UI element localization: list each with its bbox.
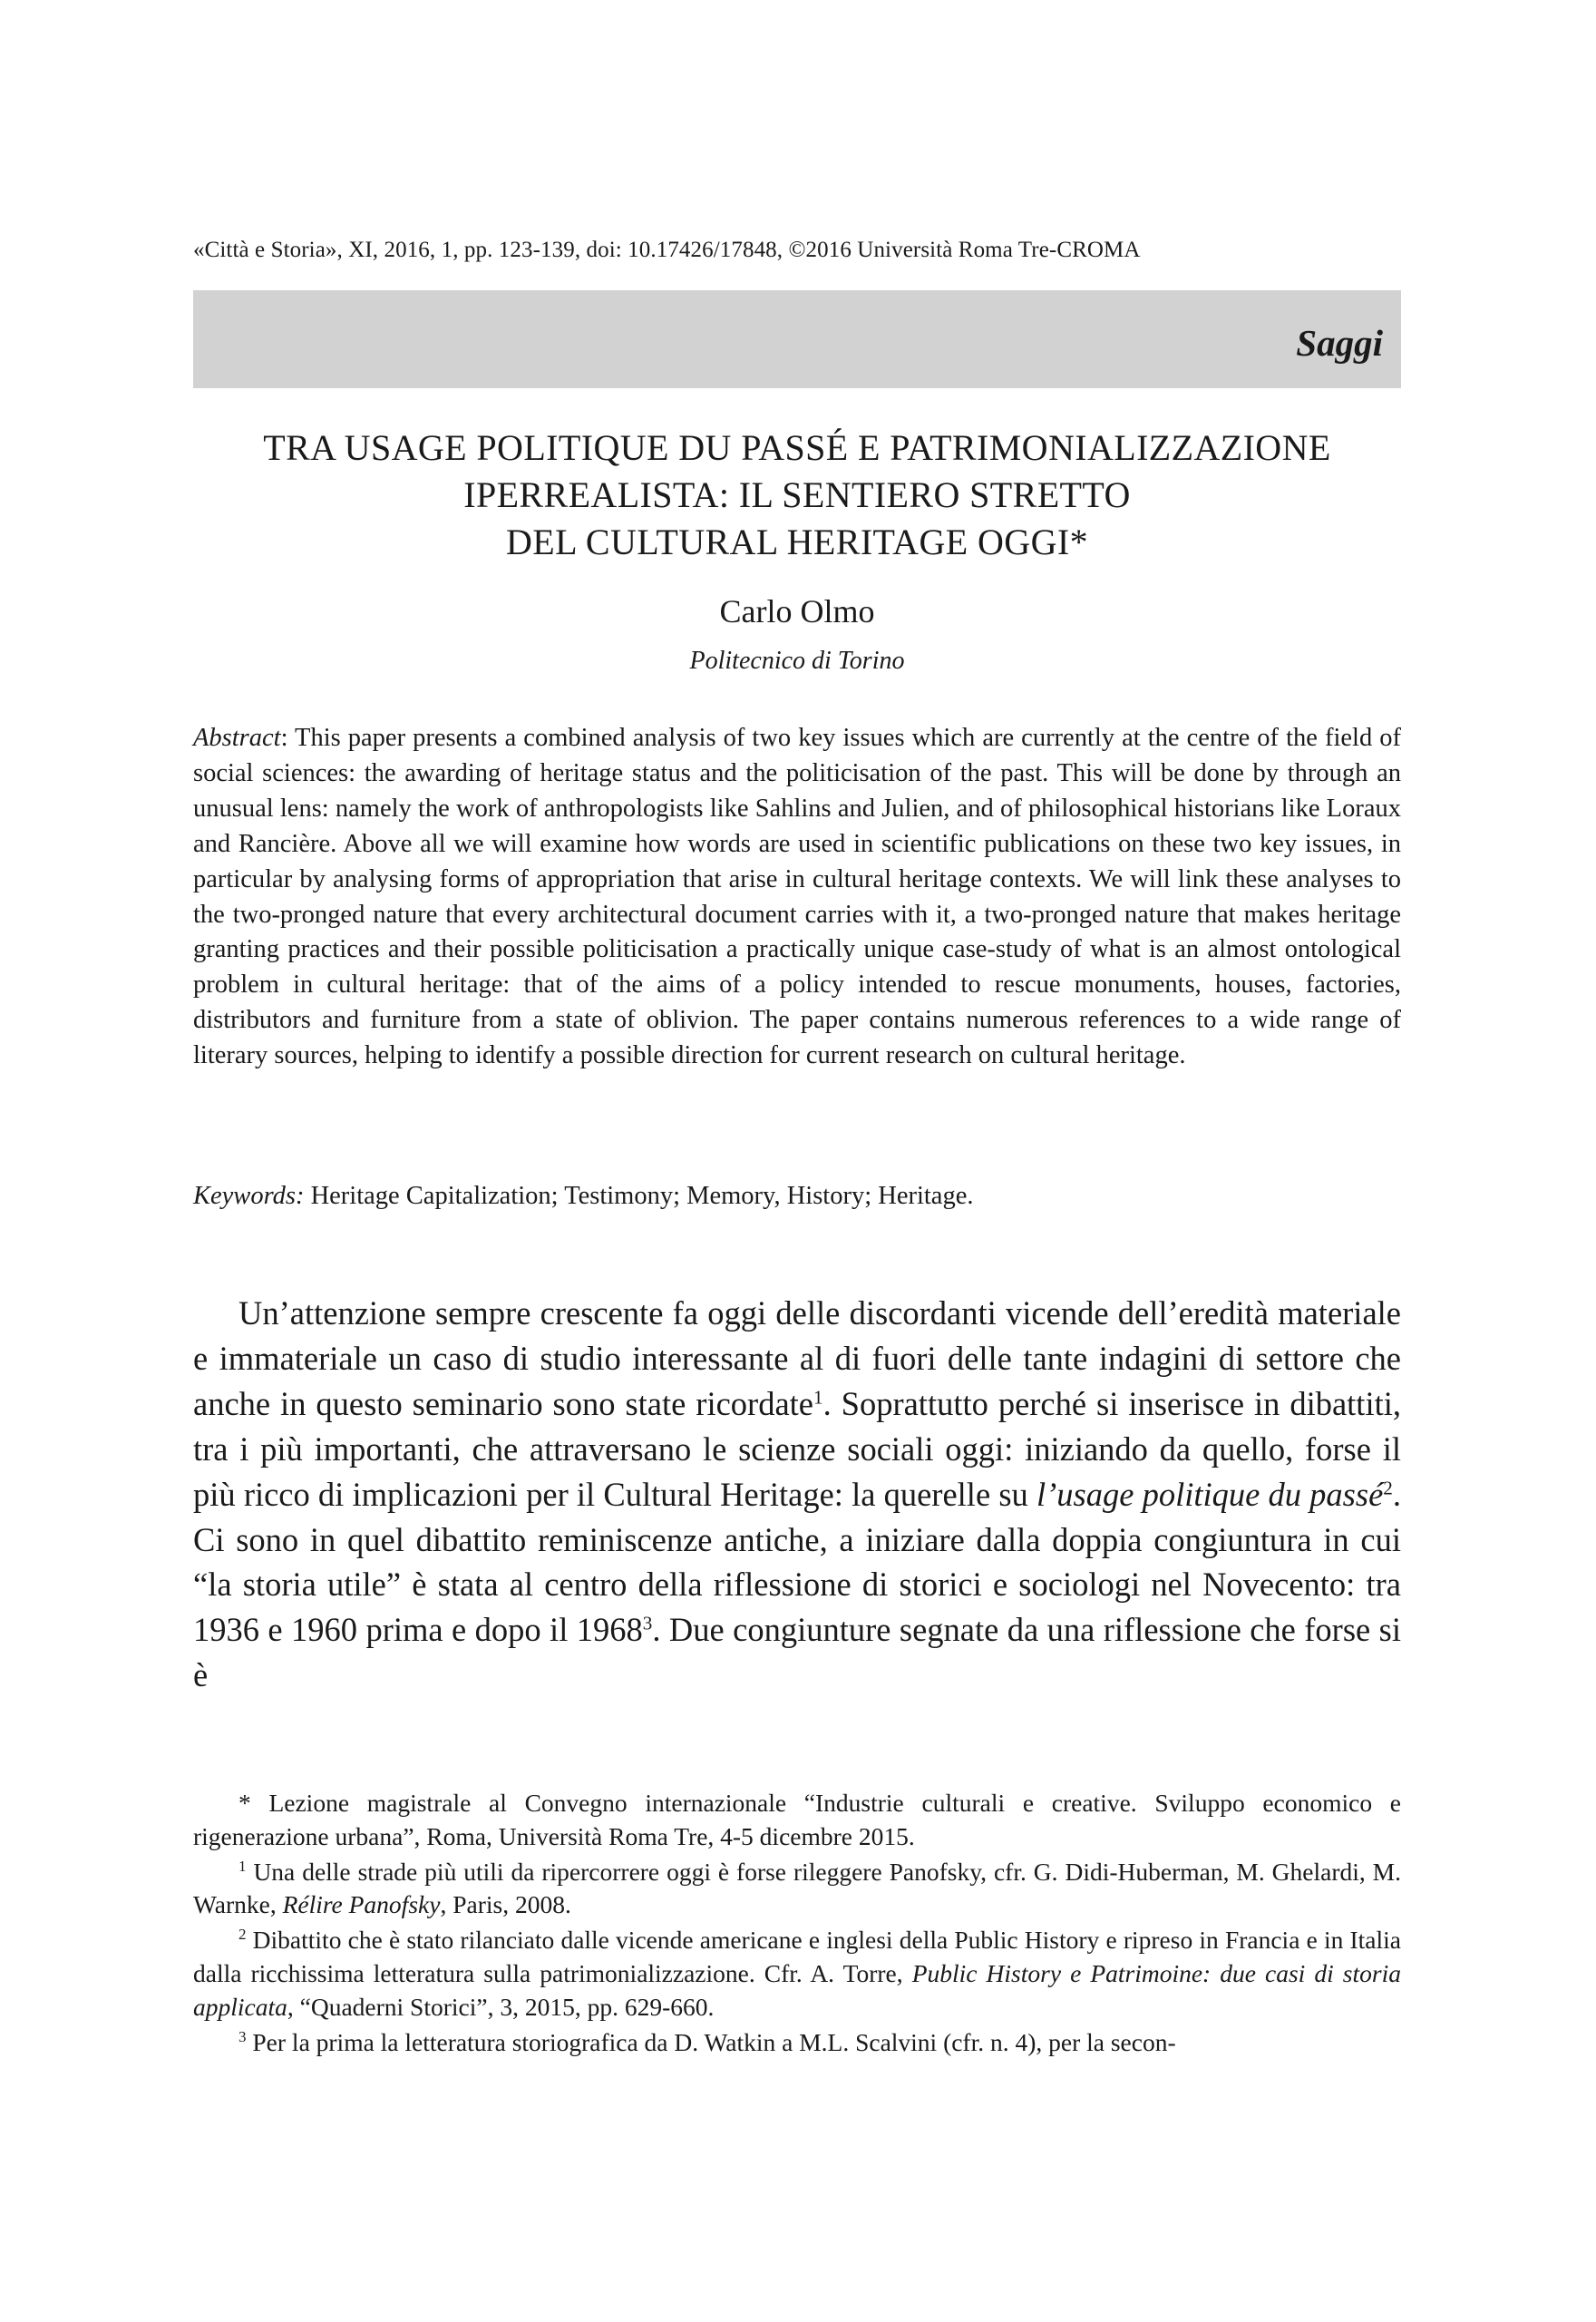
title-line: DEL CULTURAL HERITAGE OGGI* — [506, 522, 1088, 562]
footnote-mark: 1 — [238, 1857, 247, 1875]
footnote-ref[interactable]: 1 — [813, 1386, 823, 1409]
running-head: «Città e Storia», XI, 2016, 1, pp. 123-139, doi: 10.17426/17848, ©2016 Università Roma Tre-CROMA — [193, 238, 1141, 262]
body-text-run: . Soprattutto perché si inserisce in dibattiti, tra i più importanti, che attraversano le scienze sociali oggi: iniziando da quello, forse il più ricco di implicazioni per il Cultural Heritage: la querelle su — [193, 1384, 1401, 1513]
footnote-1 — [193, 1856, 1401, 1923]
title-line: TRA USAGE POLITIQUE DU PASSÉ E PATRIMONIALIZZAZIONE — [263, 427, 1331, 468]
abstract-text: : This paper presents a combined analysis of two key issues which are currently at the centre of the field of social sciences: the awarding of heritage status and the politicisation of the past. This will be done by through an unusual lens: namely the work of anthropologists like Sahlins and Julien, and of philosophical historians like Loraux and Rancière. Above all we will examine how words are used in scientific publications on these two key issues, in particular by analysing forms of appropriation that arise in cultural heritage contexts. We will link these analyses to the two-pronged nature that every architectural document carries with it, a two-pronged nature that makes heritage granting practices and their possible politicisation a practically unique case-study of what is an almost ontological problem in cultural heritage: that of the aims of a policy intended to rescue monuments, houses, factories, distributors and furniture from a state of oblivion. The paper contains numerous references to a wide range of literary sources, helping to identify a possible direction for current research on cultural heritage. — [193, 724, 1401, 1070]
body-paragraph — [193, 1291, 1401, 1698]
keywords — [193, 1179, 1401, 1214]
footnote-text: , Paris, 2008. — [440, 1890, 571, 1919]
body-text-run: . Due congiunture segnate da una riflessione che forse si è — [193, 1611, 1401, 1694]
footnote-star: * Lezione magistrale al Convegno internazionale “Industrie culturali e creative. Sviluppo economico e rigenerazione urbana”, Roma, Università Roma Tre, 4-5 dicembre 2015. — [193, 1789, 1401, 1850]
footnote-mark: 2 — [238, 1925, 247, 1943]
footnote-mark: 3 — [238, 2027, 247, 2045]
keywords-text: Heritage Capitalization; Testimony; Memory, History; Heritage. — [304, 1182, 974, 1210]
italic-phrase: l’usage politique du passé — [1036, 1475, 1384, 1513]
footnotes — [193, 1787, 1401, 2061]
author-name: Carlo Olmo — [719, 593, 875, 629]
footnote-text: Una delle strade più utili da ripercorrere oggi è forse rileggere Panofsky, cfr. G. Didi-Huberman, M. Ghelardi, M. Warnke, — [193, 1857, 1401, 1919]
footnote-ref[interactable]: 2 — [1383, 1476, 1393, 1498]
author-affiliation: Politecnico di Torino — [689, 647, 905, 675]
title-line: IPERREALISTA: IL SENTIERO STRETTO — [463, 474, 1131, 515]
footnote-italic-title: Public History e Patrimoine: due casi di storia applicata — [193, 1958, 1401, 2021]
footnote-3 — [193, 2026, 1401, 2060]
abstract — [193, 721, 1401, 1074]
footnote-2 — [193, 1924, 1401, 2024]
section-band — [193, 290, 1401, 388]
article-title — [193, 424, 1401, 566]
footnote-text: Per la prima la letteratura storiografica da D. Watkin a M.L. Scalvini (cfr. n. 4), per la secon- — [246, 2027, 1176, 2056]
footnote-text: Dibattito che è stato rilanciato dalle vicende americane e inglesi della Public History e ripreso in Francia e in Italia dalla ricchissima letteratura sulla patrimonializzazione. Cfr. A. Torre, — [193, 1926, 1401, 1987]
footnote-ref[interactable]: 3 — [642, 1612, 653, 1634]
footnote-italic-title: Rélire Panofsky — [282, 1890, 441, 1919]
abstract-label: Abstract — [193, 724, 281, 752]
section-label: Saggi — [1296, 322, 1383, 364]
body-text-run: . Ci sono in quel dibattito reminiscenze antiche, a iniziare dalla doppia congiuntura in cui “la storia utile” è stata al centro della riflessione di storici e sociologi nel Novecento: tra 1936 e 1960 prima e dopo il 1968 — [193, 1475, 1401, 1649]
body-text-run: Un’attenzione sempre crescente fa oggi delle discordanti vicende dell’eredità materiale e immateriale un caso di studio interessante al di fuori delle tante indagini di settore che anche in questo seminario sono state ricordate — [193, 1294, 1401, 1422]
keywords-label: Keywords: — [193, 1182, 305, 1210]
footnote-text: , “Quaderni Storici”, 3, 2015, pp. 629-660. — [287, 1992, 715, 2021]
